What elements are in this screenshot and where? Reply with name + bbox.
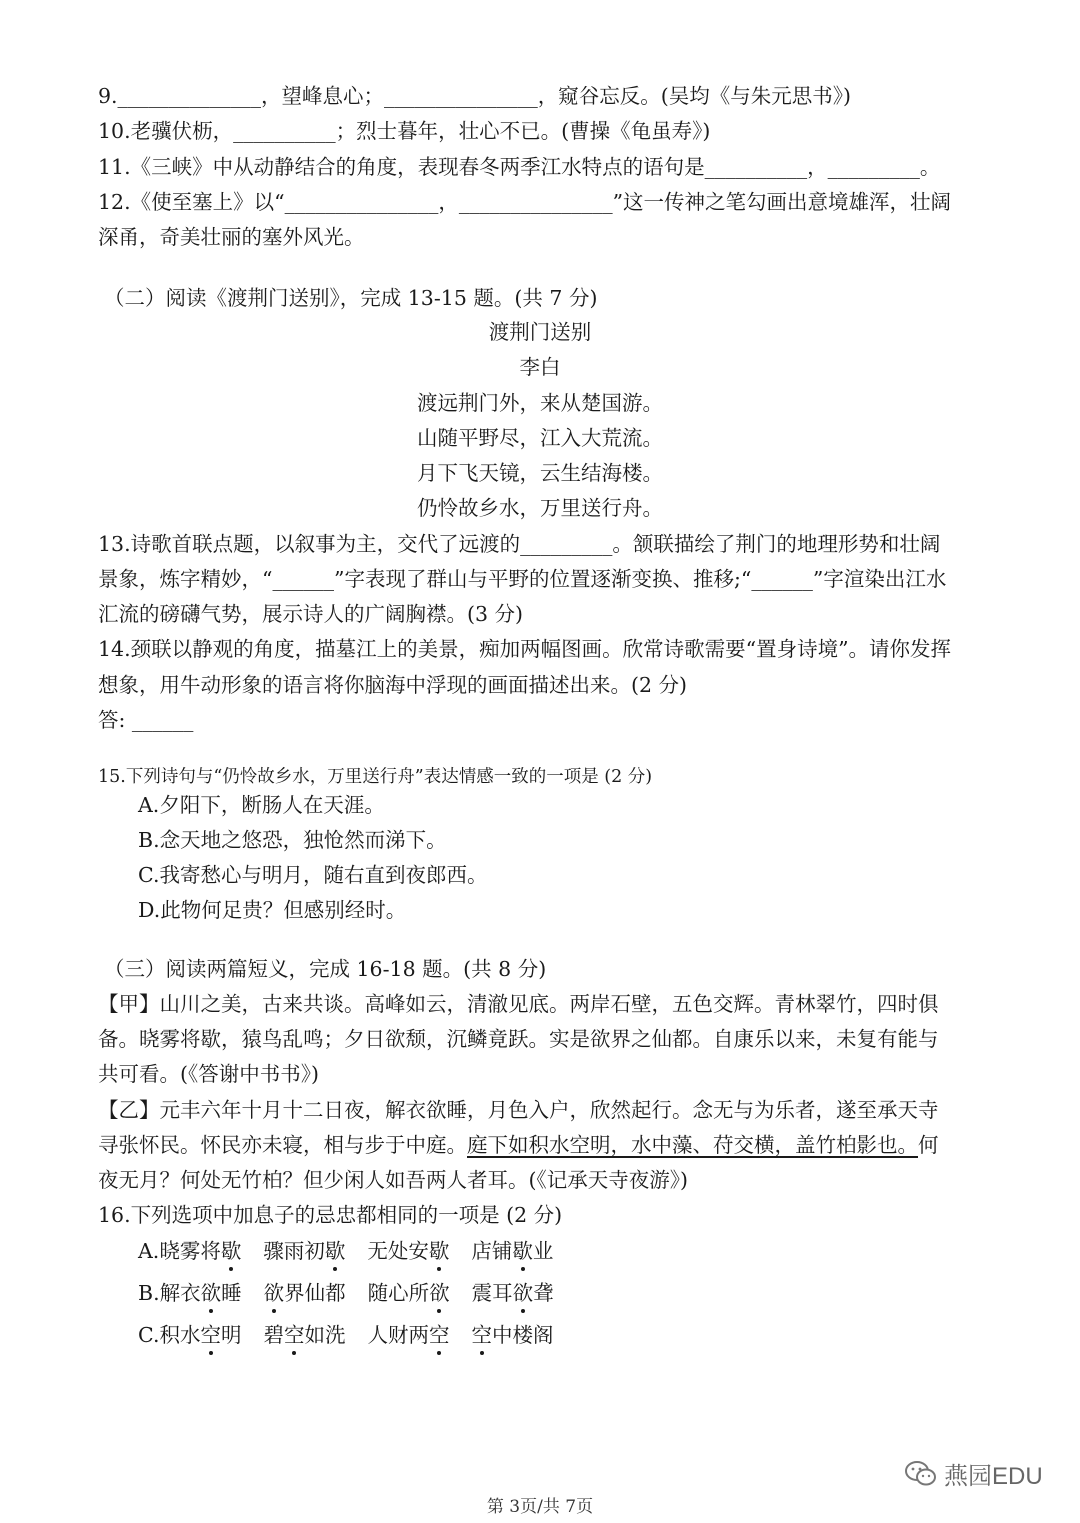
option-label: A. — [138, 1239, 160, 1263]
poem-author: 李白 — [519, 355, 561, 379]
q15-option-c: C.我寄愁心与明月，随右直到夜郎西。 — [138, 863, 488, 887]
option-word: 无处安歇 — [367, 1239, 450, 1263]
emphasis-char: 歇 — [512, 1239, 533, 1263]
poem-title: 渡荆门送别 — [488, 320, 592, 344]
q16-option-a — [138, 1237, 575, 1265]
option-word: 解衣欲睡 — [159, 1281, 242, 1305]
emphasis-char: 欲 — [263, 1281, 285, 1305]
emphasis-char: 欲 — [429, 1281, 450, 1305]
emphasis-char: 空 — [200, 1323, 221, 1347]
question-15-stem: 15.下列诗句与“仍怜故乡水，万里送行舟”表达情感一致的一项是 (2 分) — [98, 767, 653, 787]
question-14-line: 想象，用牛动形象的语言将你脑海中浮现的画面描述出来。(2 分) — [98, 673, 688, 697]
option-word: 积水空明 — [159, 1323, 242, 1347]
poem-line: 月下飞天镜，云生结海楼。 — [417, 461, 663, 485]
passage-yi-line: 夜无月？何处无竹柏？但少闲人如吾两人者耳。(《记承天寺夜游》) — [98, 1168, 688, 1192]
q15-option-d: D.此物何足贵？但感别经时。 — [138, 898, 407, 922]
poem-line: 仍怜故乡水，万里送行舟。 — [417, 496, 663, 520]
question-10: 10.老骥伏枥，__________；烈士暮年，壮心不已。(曹操《龟虽寿》) — [98, 119, 711, 143]
emphasis-char: 空 — [471, 1323, 492, 1347]
passage-yi-line — [98, 1131, 939, 1159]
emphasis-char: 歇 — [220, 1239, 242, 1263]
section-2-heading: （二）阅读《渡荆门送别》，完成 13-15 题。(共 7 分) — [104, 286, 598, 310]
option-word: 碧空如洗 — [263, 1323, 346, 1347]
question-13-line: 景象，炼字精妙，“______”字表现了群山与平野的位置逐渐变换、推移;“______”字渲染出江水 — [98, 567, 947, 591]
watermark — [904, 1456, 1043, 1491]
emphasis-char: 空 — [428, 1323, 450, 1347]
passage-jia-line: 【甲】山川之美，古来共谈。高峰如云，清澈见底。两岸石壁，五色交辉。青林翠竹，四时俱 — [98, 992, 939, 1016]
emphasis-char: 空 — [283, 1323, 305, 1347]
question-11: 11.《三峡》中从动静结合的角度，表现春冬两季江水特点的语句是__________，_________。 — [98, 155, 941, 179]
poem-line: 山随平野尽，江入大荒流。 — [417, 426, 663, 450]
option-word: 人财两空 — [367, 1323, 450, 1347]
question-13-line: 13.诗歌首联点题，以叙事为主，交代了远渡的_________。颔联描绘了荆门的地理形势和壮阔 — [98, 532, 941, 556]
option-word: 骤雨初歇 — [263, 1239, 346, 1263]
option-word: 随心所欲 — [367, 1281, 450, 1305]
option-word: 欲界仙都 — [263, 1281, 346, 1305]
option-word: 空中楼阁 — [471, 1323, 554, 1347]
poem-line: 渡远荆门外，来从楚国游。 — [417, 391, 663, 415]
underlined-sentence: 庭下如积水空明，水中藻、苻交横，盖竹柏影也。 — [467, 1133, 918, 1157]
question-12-line: 12.《使至塞上》以“_______________，_______________”这一传神之笔勾画出意境雄浑，壮阔 — [98, 190, 952, 214]
option-word: 晓雾将歇 — [159, 1239, 242, 1263]
watermark-text: 燕园EDU — [944, 1463, 1043, 1490]
option-label: B. — [138, 1281, 160, 1305]
option-word: 震耳欲聋 — [471, 1281, 554, 1305]
question-12-line: 深甬，奇美壮丽的塞外风光。 — [98, 225, 365, 249]
option-label: C. — [138, 1323, 160, 1347]
question-16-stem: 16.下列选项中加息子的忌忠都相同的一项是 (2 分) — [98, 1203, 563, 1227]
q16-option-b — [138, 1279, 576, 1307]
page-number: 第 3页/共 7页 — [486, 1497, 594, 1517]
wechat-icon — [904, 1460, 938, 1488]
emphasis-char: 欲 — [200, 1281, 222, 1305]
q15-option-a: A.夕阳下，断肠人在天涯。 — [138, 793, 385, 817]
q15-option-b: B.念天地之悠恐，独怆然而涕下。 — [138, 828, 447, 852]
emphasis-char: 欲 — [512, 1281, 534, 1305]
question-9: 9.______________，望峰息心；_______________，窥谷忘反。(吴均《与朱元思书》) — [98, 84, 852, 108]
question-13-line: 汇流的磅礴气势，展示诗人的广阔胸襟。(3 分) — [98, 602, 524, 626]
passage-jia-line: 共可看。(《答谢中书书》) — [98, 1062, 319, 1086]
emphasis-char: 歇 — [324, 1239, 346, 1263]
passage-jia-line: 备。晓雾将歇，猿鸟乱鸣；夕日欲颓，沉鳞竟跃。实是欲界之仙都。自康乐以来，未复有能与 — [98, 1027, 939, 1051]
emphasis-char: 歇 — [428, 1239, 450, 1263]
passage-text: 寻张怀民。怀民亦未寝，相与步于中庭。 — [98, 1133, 467, 1157]
passage-yi-line: 【乙】元丰六年十月十二日夜，解衣欲睡，月色入户，欣然起行。念无与为乐者，遂至承天寺 — [98, 1098, 939, 1122]
option-word: 店铺歇业 — [471, 1239, 554, 1263]
question-14-answer: 答: ______ — [98, 708, 194, 732]
passage-text: 何 — [918, 1133, 939, 1157]
q16-option-c — [138, 1321, 575, 1349]
section-3-heading: （三）阅读两篇短义，完成 16-18 题。(共 8 分) — [104, 957, 547, 981]
question-14-line: 14.颈联以静观的角度，描墓江上的美景，痴加两幅图画。欣常诗歌需要“置身诗境”。请你发挥 — [98, 637, 952, 661]
